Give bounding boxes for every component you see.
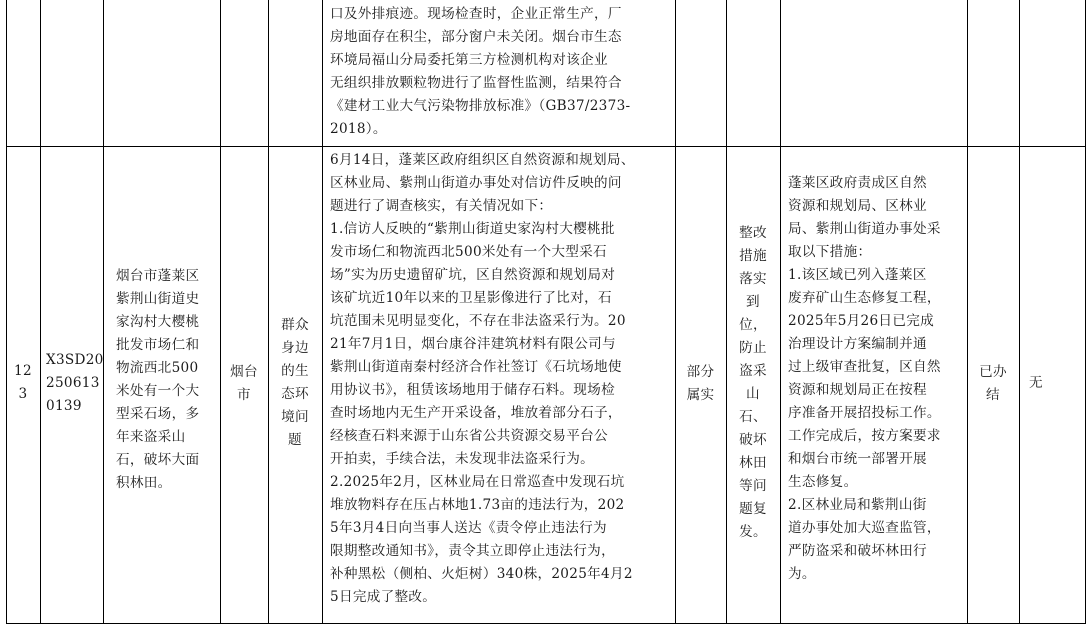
text-line: 身边	[281, 340, 309, 356]
text-line: 经核查石料来源于山东省公共资源交易平台公	[330, 428, 608, 444]
text-line: 蓬莱区政府责成区自然	[788, 175, 927, 191]
text-line: 环境局福山分局委托第三方检测机构对该企业	[330, 52, 608, 68]
text-line: 紫荆山街道史	[116, 291, 200, 307]
text-line: 序准备开展招投标工作。	[788, 405, 941, 421]
text-line: 资源和规划局正在按程	[788, 382, 927, 398]
table-column-divider	[40, 0, 41, 624]
text-line: 工作完成后，按方案要求	[788, 428, 941, 444]
text-line: 坑范围未见明显变化，不存在非法盗采行为。20	[330, 313, 626, 329]
text-line: 250613	[46, 375, 100, 391]
text-line: 治理设计方案编制并通	[788, 336, 927, 352]
text-line: 市	[237, 387, 251, 403]
text-line: 破坏	[739, 432, 767, 448]
text-line: 等问	[739, 478, 767, 494]
table-column-divider	[268, 0, 269, 624]
text-line: 属实	[686, 387, 715, 403]
text-line: 5日完成了整改。	[330, 589, 437, 605]
text-line: 石、	[739, 409, 767, 425]
text-line: 发。	[739, 524, 767, 540]
text-line: 为。	[788, 566, 816, 582]
table-column-divider	[967, 0, 968, 624]
text-line: 2.区林业局和紫荆山街	[788, 497, 927, 513]
text-line: 烟台市蓬莱区	[116, 268, 200, 284]
text-line: 21年7月1日，烟台康谷沣建筑材料有限公司与	[330, 336, 616, 352]
text-line: 批发市场仁和	[116, 337, 200, 353]
text-line: 补种黑松（侧柏、火炬树）340株，2025年4月2	[330, 566, 633, 582]
table-border-left	[6, 0, 7, 624]
text-line: 紫荆山街道南秦村经济合作社签订《石坑场地使	[330, 359, 622, 375]
table-column-divider	[220, 0, 221, 624]
text-line: 废弃矿山生态修复工程，	[788, 290, 941, 306]
text-line: 2.2025年2月，区林业局在日常巡查中发现石坑	[330, 474, 625, 490]
text-line: 落实	[739, 271, 767, 287]
text-line: 林田	[739, 455, 767, 471]
text-line: 3	[18, 386, 28, 402]
text-line: 盗采	[739, 363, 767, 379]
text-line: 烟台	[230, 364, 258, 380]
table-column-divider	[103, 0, 104, 624]
text-line: 1.信访人反映的“紫荆山街道史家沟村大樱桃批	[330, 221, 615, 237]
text-line: 限期整改通知书》，责令其立即停止违法行为，	[330, 543, 615, 559]
text-line: 到	[746, 294, 760, 310]
text-line: 生态修复。	[788, 474, 858, 490]
table-column-divider	[322, 0, 323, 624]
text-line: 查时场地内无生产开采设备，堆放着部分石子，	[330, 405, 622, 421]
text-line: 题复	[739, 501, 767, 517]
text-line: 无	[1029, 375, 1043, 391]
text-line: 的生	[281, 363, 309, 379]
text-line: 5年3月4日向当事人送达《责令停止违法行为	[330, 520, 607, 536]
text-line: 场”实为历史遗留矿坑，区自然资源和规划局对	[330, 267, 616, 283]
text-line: 1.该区域已列入蓬莱区	[788, 267, 927, 283]
text-line: 山	[746, 386, 760, 402]
text-line: 资源和规划局、区林业	[788, 198, 927, 214]
text-line: X3SD20	[46, 352, 104, 368]
text-line: 态环	[281, 386, 309, 402]
row-divider	[6, 146, 1086, 147]
text-line: 《建材工业大气污染物排放标准》（GB37/2373-	[330, 98, 631, 114]
text-line: 12	[14, 363, 32, 379]
text-line: 严防盗采和破坏林田行	[788, 543, 927, 559]
text-line: 题进行了调查核实，有关情况如下：	[330, 198, 553, 214]
table-border-bottom	[6, 623, 1086, 624]
text-line: 防止	[739, 340, 767, 356]
text-line: 取以下措施：	[788, 244, 872, 260]
text-line: 年来盗采山	[116, 429, 186, 445]
text-line: 用协议书》，租赁该场地用于储存石料。现场检	[330, 382, 615, 398]
text-line: 该矿坑近10年以来的卫星影像进行了比对，石	[330, 290, 612, 306]
text-line: 题	[288, 432, 302, 448]
text-line: 积林田。	[116, 475, 172, 491]
table-column-divider	[675, 0, 676, 624]
text-line: 开拍卖，手续合法，未发现非法盗采行为。	[330, 451, 594, 467]
text-line: 过上级审查批复，区自然	[788, 359, 941, 375]
text-line: 区林业局、紫荆山街道办事处对信访件反映的问	[330, 175, 622, 191]
text-line: 和烟台市统一部署开展	[788, 451, 927, 467]
text-line: 房地面存在积尘，部分窗户未关闭。烟台市生态	[330, 29, 622, 45]
text-line: 家沟村大樱桃	[116, 314, 200, 330]
text-line: 整改	[739, 225, 767, 241]
text-line: 已办	[979, 364, 1007, 380]
text-line: 境问	[281, 409, 309, 425]
text-line: 米处有一个大	[116, 383, 200, 399]
text-line: 物流西北500	[116, 360, 199, 376]
text-line: 2025年5月26日已完成	[788, 313, 935, 329]
table-border-right	[1085, 0, 1086, 624]
text-line: 部分	[686, 364, 715, 380]
text-line: 型采石场，多	[116, 406, 200, 422]
text-line: 6月14日，蓬莱区政府组织区自然资源和规划局、	[330, 152, 635, 168]
text-line: 2018）。	[330, 121, 387, 137]
text-line: 0139	[46, 398, 82, 414]
text-line: 口及外排痕迹。现场检查时，企业正常生产，厂	[330, 6, 622, 22]
text-line: 堆放物料存在压占林地1.73亩的违法行为，202	[330, 497, 625, 513]
text-line: 发市场仁和物流西北500米处有一个大型采石	[330, 244, 607, 260]
table-column-divider	[1019, 0, 1020, 624]
text-line: 局、紫荆山街道办事处采	[788, 221, 941, 237]
text-line: 措施	[739, 248, 767, 264]
text-line: 无组织排放颗粒物进行了监督性监测，结果符合	[330, 75, 622, 91]
text-line: 结	[986, 387, 1000, 403]
text-line: 石，破坏大面	[116, 452, 200, 468]
table-column-divider	[780, 0, 781, 624]
text-line: 群众	[281, 317, 309, 333]
text-line: 道办事处加大巡查监管，	[788, 520, 941, 536]
text-line: 位，	[739, 317, 767, 333]
